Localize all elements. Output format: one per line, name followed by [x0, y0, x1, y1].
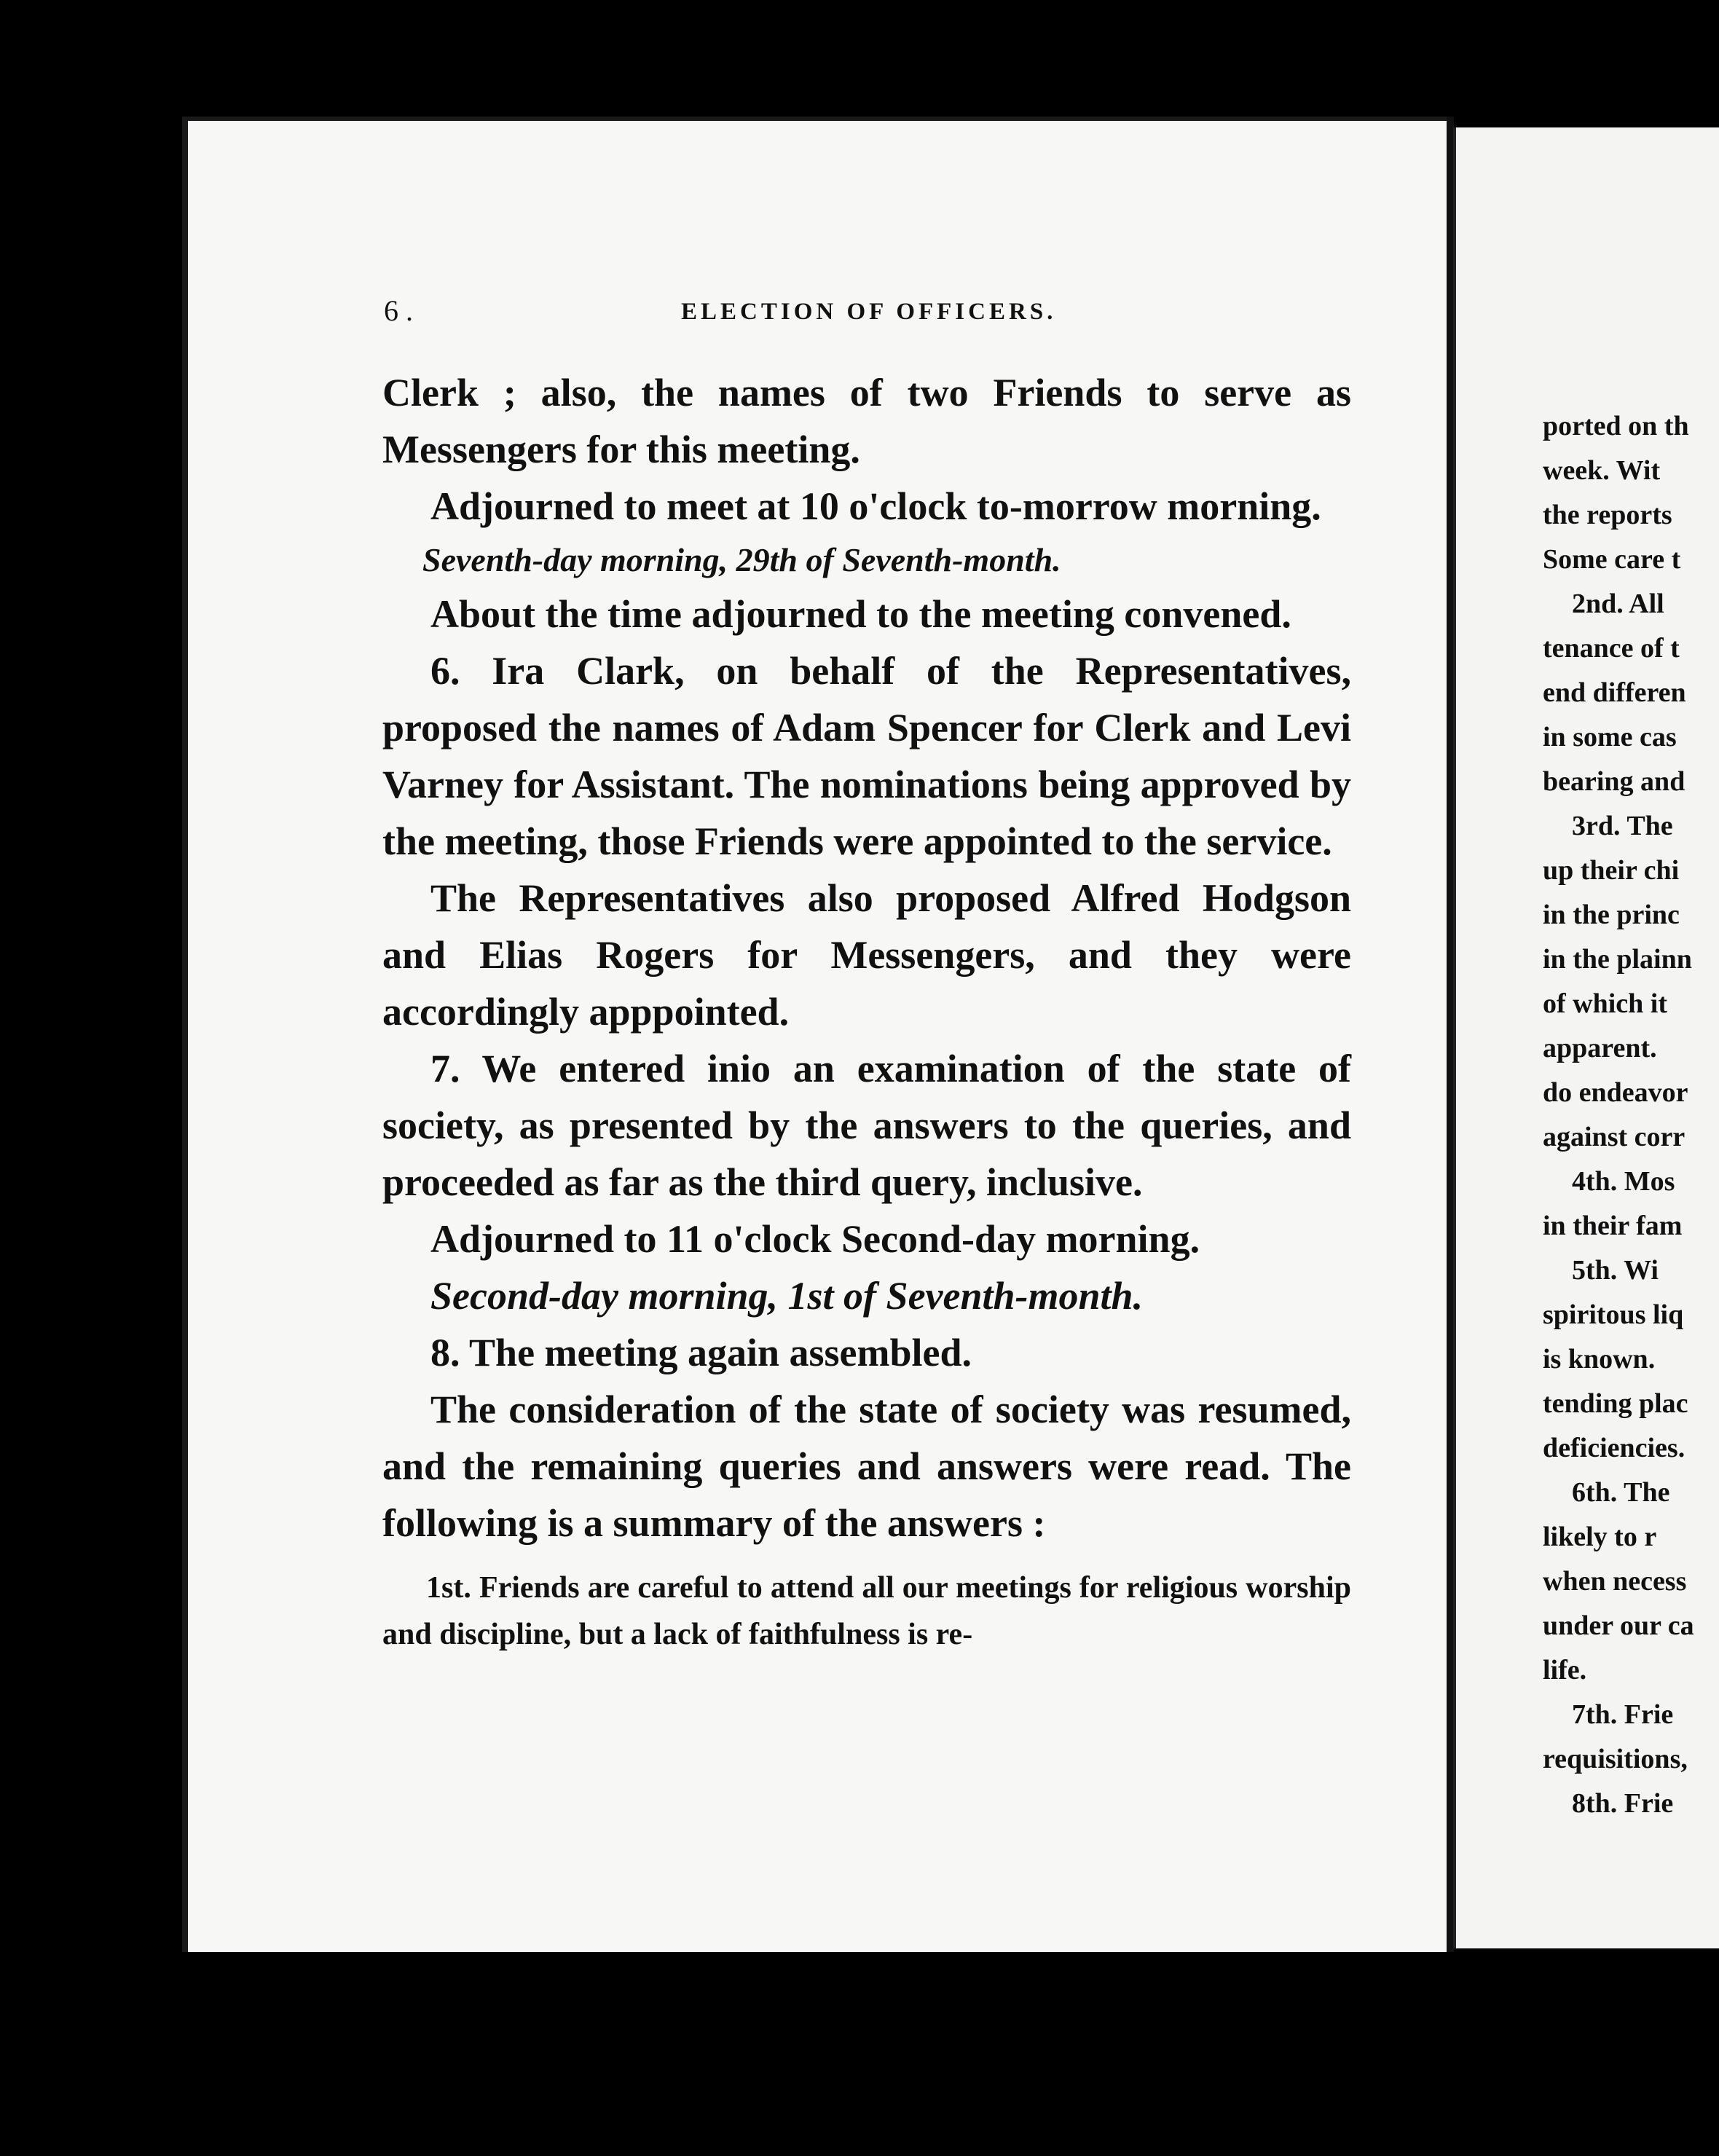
right-page-line: 2nd. All	[1572, 589, 1664, 619]
right-page-line: apparent.	[1543, 1033, 1657, 1063]
right-page-line: when necess	[1543, 1566, 1687, 1597]
right-page-line: the reports	[1543, 500, 1672, 530]
right-page-line: of which it	[1543, 988, 1667, 1019]
right-page-line: week. Wit	[1543, 455, 1661, 486]
right-page-text	[1543, 404, 1719, 1826]
running-head: ELECTION OF OFFICERS.	[681, 299, 1057, 325]
summary-item: 1st. Friends are careful to attend all our meetings for religious worship and discipline, but a lack of faithfulness is re-	[382, 1571, 1351, 1651]
right-page-line: 8th. Frie	[1572, 1788, 1674, 1819]
paragraph: The Representatives also proposed Alfred Hodgson and Elias Rogers for Messengers, and they were accordingly apppointed.	[382, 876, 1351, 1034]
paragraph: The consideration of the state of society was resumed, and the remaining queries and answers were read. The following is a summary of the answers :	[382, 1388, 1351, 1545]
page-number: 6 .	[384, 294, 413, 327]
right-page-line: likely to r	[1543, 1522, 1657, 1552]
dateline: Second-day morning, 1st of Seventh-month.	[430, 1274, 1144, 1318]
right-page-line: against corr	[1543, 1122, 1685, 1152]
paragraph: Adjourned to 11 o'clock Second-day morning.	[430, 1217, 1200, 1261]
paragraph: Adjourned to meet at 10 o'clock to-morrow morning.	[430, 484, 1321, 528]
right-page-line: under our ca	[1543, 1610, 1694, 1641]
paragraph: Clerk ; also, the names of two Friends to serve as Messengers for this meeting.	[382, 371, 1351, 471]
paragraph: About the time adjourned to the meeting convened.	[430, 592, 1291, 636]
right-page-line: do endeavor	[1543, 1077, 1688, 1108]
paragraph: 7. We entered inio an examination of the state of society, as presented by the answers to the queries, and proceeded as far as the third query, inclusive.	[382, 1047, 1351, 1204]
right-page-line: ported on th	[1543, 411, 1689, 441]
right-page-line: in their fam	[1543, 1211, 1683, 1241]
right-page-line: is known.	[1543, 1344, 1656, 1374]
right-page-line: end differen	[1543, 677, 1686, 708]
right-page-line: tending plac	[1543, 1388, 1688, 1419]
paragraph: 6. Ira Clark, on behalf of the Representatives, proposed the names of Adam Spencer for Clerk and Levi Varney for Assistant. The nominations being approved by the meeting, those Friends were appointed to the service.	[382, 649, 1351, 863]
paragraph: 8. The meeting again assembled.	[430, 1331, 972, 1374]
right-page-line: life.	[1543, 1655, 1587, 1685]
right-page-line: 7th. Frie	[1572, 1699, 1674, 1730]
right-page-line: requisitions,	[1543, 1744, 1688, 1774]
right-page-line: deficiencies.	[1543, 1433, 1685, 1463]
right-page-line: 3rd. The	[1572, 811, 1673, 841]
left-page-body	[382, 364, 1351, 1658]
right-page-line: in the princ	[1543, 900, 1680, 930]
right-page-line: bearing and	[1543, 766, 1685, 797]
right-page-line: in the plainn	[1543, 944, 1692, 975]
right-page-line: up their chi	[1543, 855, 1680, 886]
right-page-line: 5th. Wi	[1572, 1255, 1659, 1286]
dateline: Seventh-day morning, 29th of Seventh-month.	[422, 541, 1061, 578]
right-page-line: in some cas	[1543, 722, 1677, 752]
right-page-line: tenance of t	[1543, 633, 1680, 664]
right-page-line: spiritous liq	[1543, 1299, 1684, 1330]
right-page-line: Some care t	[1543, 544, 1681, 575]
right-page-line: 4th. Mos	[1572, 1166, 1675, 1197]
right-page-line: 6th. The	[1572, 1477, 1670, 1508]
